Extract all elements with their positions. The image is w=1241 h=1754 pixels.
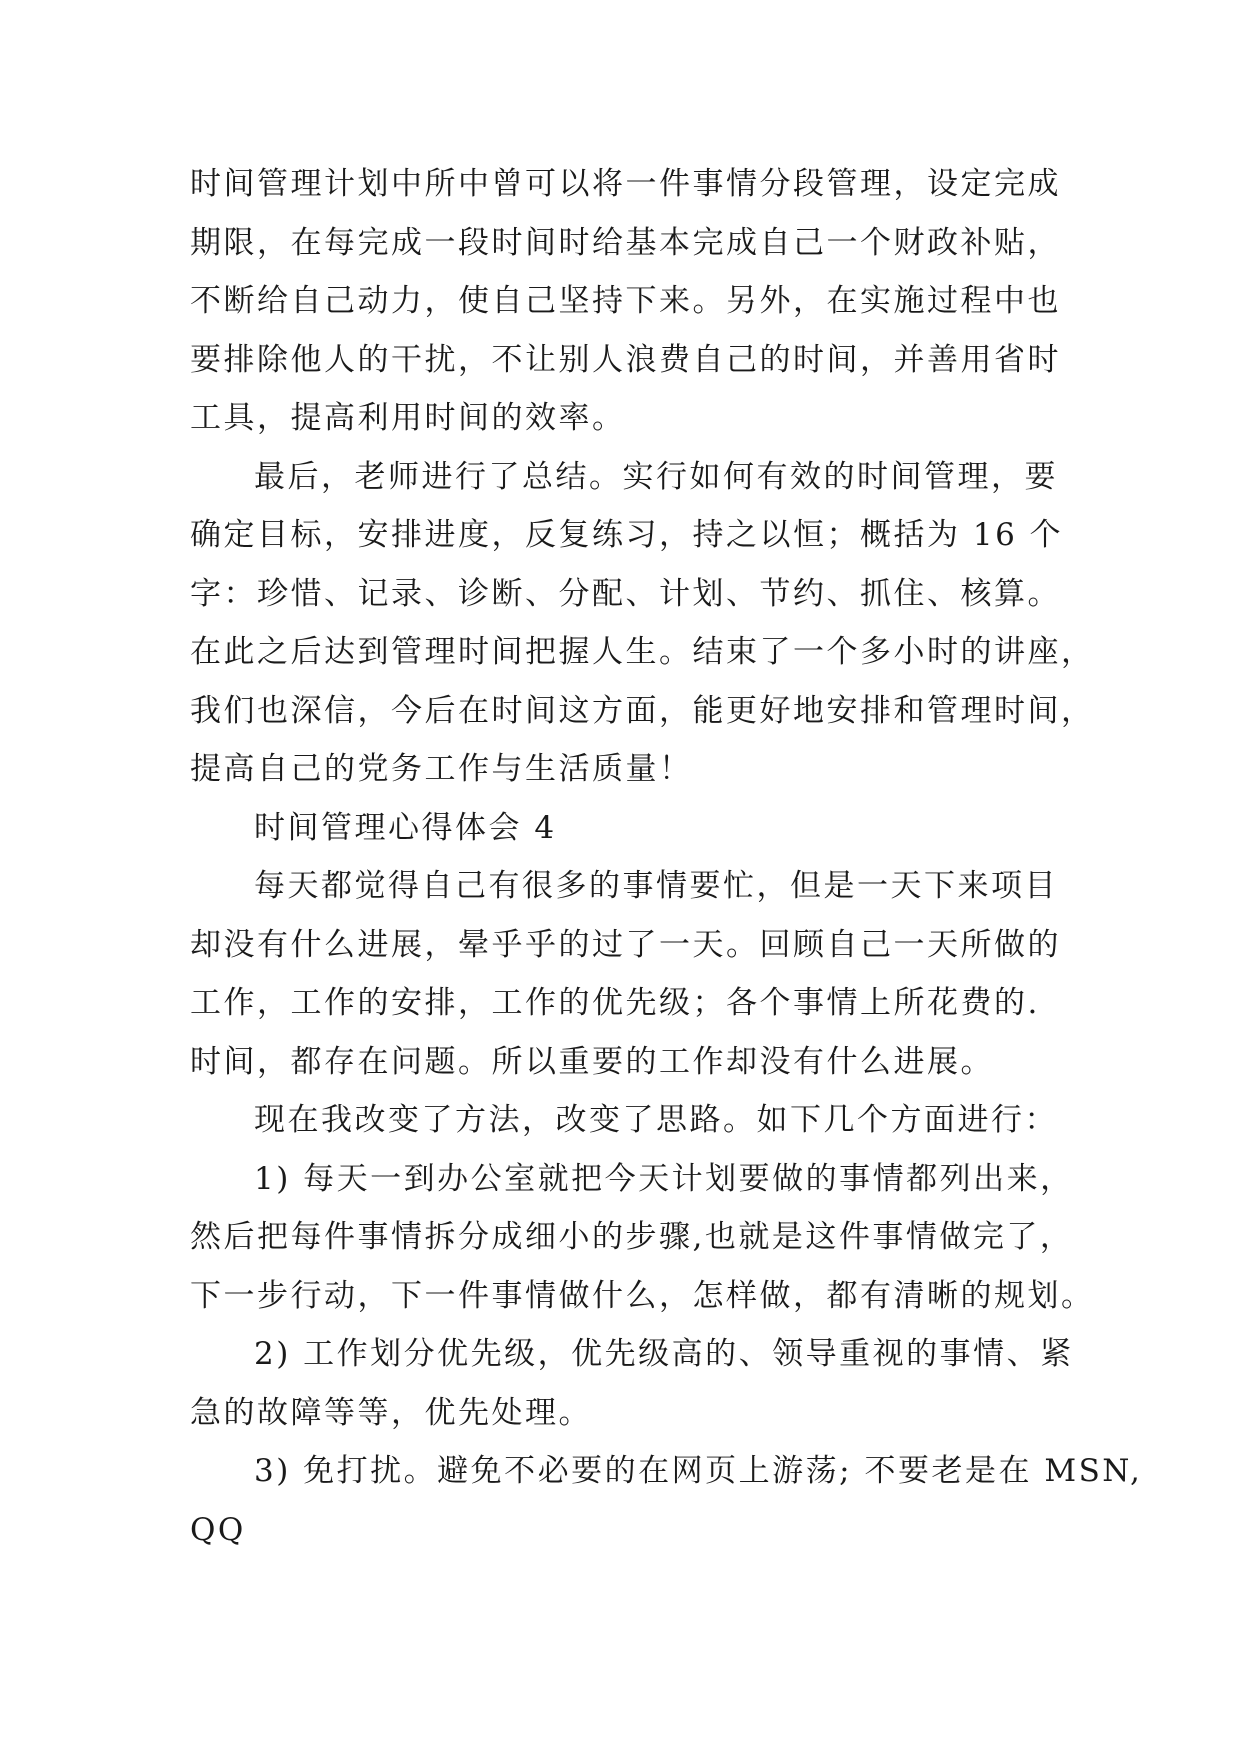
text-line: 然后把每件事情拆分成细小的步骤,也就是这件事情做完了， xyxy=(190,1219,1074,1255)
text-line: 时间，都存在问题。所以重要的工作却没有什么进展。 xyxy=(190,1043,994,1080)
paragraph-start-line: 现在我改变了方法，改变了思路。如下几个方面进行： xyxy=(254,1102,1058,1138)
list-item-2-line: 2) 工作划分优先级，优先级高的、领导重视的事情、紧 xyxy=(254,1336,1074,1372)
text-line: QQ xyxy=(190,1511,246,1548)
text-line: 工具，提高利用时间的效率。 xyxy=(190,400,626,436)
text-line: 不断给自己动力，使自己坚持下来。另外，在实施过程中也 xyxy=(190,283,1061,319)
text-line: 时间管理计划中所中曾可以将一件事情分段管理，设定完成 xyxy=(190,166,1061,202)
text-line: 要排除他人的干扰，不让别人浪费自己的时间，并善用省时 xyxy=(190,341,1061,378)
text-line: 却没有什么进展，晕乎乎的过了一天。回顾自己一天所做的 xyxy=(190,926,1061,963)
text-line: 期限，在每完成一段时间时给基本完成自己一个财政补贴， xyxy=(190,224,1061,261)
text-line: 提高自己的党务工作与生活质量！ xyxy=(190,751,693,787)
text-line: 急的故障等等，优先处理。 xyxy=(190,1394,592,1431)
paragraph-start-line: 最后，老师进行了总结。实行如何有效的时间管理，要 xyxy=(254,458,1058,495)
text-line: 确定目标，安排进度，反复练习，持之以恒；概括为 16 个 xyxy=(190,517,1064,553)
text-line: 在此之后达到管理时间把握人生。结束了一个多小时的讲座， xyxy=(190,634,1095,670)
text-line: 工作，工作的安排，工作的优先级；各个事情上所花费的. xyxy=(190,985,1040,1021)
list-item-3-line: 3) 免打扰。避免不必要的在网页上游荡; 不要老是在 MSN, xyxy=(254,1453,1143,1489)
list-item-1-line: 1) 每天一到办公室就把今天计划要做的事情都列出来， xyxy=(254,1160,1074,1197)
text-line: 下一步行动，下一件事情做什么，怎样做，都有清晰的规划。 xyxy=(190,1277,1095,1314)
paragraph-start-line: 每天都觉得自己有很多的事情要忙，但是一天下来项目 xyxy=(254,868,1058,904)
section-heading: 时间管理心得体会 4 xyxy=(254,809,557,846)
text-line: 字：珍惜、记录、诊断、分配、计划、节约、抓住、核算。 xyxy=(190,575,1061,612)
document-body xyxy=(190,155,1143,1559)
text-line: 我们也深信，今后在时间这方面，能更好地安排和管理时间， xyxy=(190,692,1095,729)
